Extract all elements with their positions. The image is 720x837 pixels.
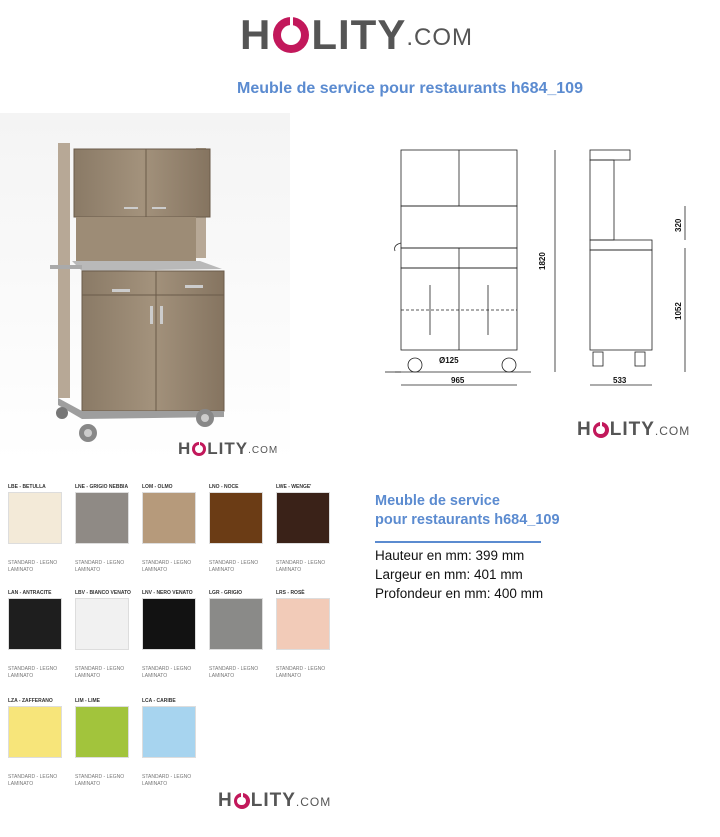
dim-width: 965 — [451, 376, 465, 385]
swatch-desc — [75, 560, 129, 574]
brand-logo-power-icon — [273, 17, 309, 53]
swatch-color — [75, 598, 129, 650]
swatch-desc-line2: LAMINATO — [8, 781, 34, 787]
swatch-desc — [142, 666, 196, 680]
swatch-desc-line1: STANDARD - LEGNO — [8, 666, 58, 672]
swatch-code: LNO - NOCE — [209, 484, 239, 490]
swatch-code: LBE - BETULLA — [8, 484, 46, 490]
finish-swatch — [75, 698, 129, 788]
swatch-desc-line2: LAMINATO — [142, 567, 168, 573]
swatch-desc-line1: STANDARD - LEGNO — [75, 560, 125, 566]
swatch-desc — [209, 560, 263, 574]
swatch-desc-line1: STANDARD - LEGNO — [75, 774, 125, 780]
brand-logo-text: LITY — [207, 439, 249, 458]
swatch-desc-line2: LAMINATO — [8, 673, 34, 679]
brand-logo-power-icon — [234, 793, 250, 809]
swatch-desc-line2: LAMINATO — [276, 567, 302, 573]
swatch-desc-line2: LAMINATO — [142, 673, 168, 679]
swatch-color — [276, 492, 330, 544]
swatch-code: LGR - GRIGIO — [209, 590, 243, 596]
brand-logo-photo — [178, 440, 278, 457]
brand-logo-power-icon — [192, 442, 206, 456]
brand-logo-h: H — [218, 790, 233, 811]
dim-depth: 533 — [613, 376, 627, 385]
swatch-desc-line1: STANDARD - LEGNO — [75, 666, 125, 672]
swatch-code: LIM - LIME — [75, 698, 100, 704]
swatch-desc-line1: STANDARD - LEGNO — [142, 774, 192, 780]
swatch-desc-line1: STANDARD - LEGNO — [209, 560, 259, 566]
swatch-code: LOM - OLMO — [142, 484, 173, 490]
finish-swatch — [209, 484, 263, 574]
swatch-desc — [142, 560, 196, 574]
swatch-desc-line2: LAMINATO — [209, 673, 235, 679]
brand-logo-text: LITY — [609, 419, 655, 440]
swatch-code: LBV - BIANCO VENATO — [75, 590, 131, 596]
swatch-color — [8, 706, 62, 758]
swatch-desc — [8, 774, 62, 788]
swatch-color — [209, 598, 263, 650]
swatch-color — [209, 492, 263, 544]
finish-swatch — [209, 590, 263, 680]
finish-swatch — [142, 590, 196, 680]
brand-logo-text: LITY — [311, 11, 407, 58]
swatch-desc-line1: STANDARD - LEGNO — [142, 560, 192, 566]
swatch-color — [75, 706, 129, 758]
finish-swatch — [276, 590, 330, 680]
swatch-code: LZA - ZAFFERANO — [8, 698, 53, 704]
swatch-desc — [276, 666, 330, 680]
swatch-code: LRS - ROSÈ — [276, 590, 305, 596]
dimension-drawing — [385, 140, 705, 400]
page-title: Meuble de service pour restaurants h684_109 — [237, 80, 583, 97]
swatch-desc-line2: LAMINATO — [276, 673, 302, 679]
technical-drawing — [385, 140, 705, 400]
swatch-code: LWE - WENGE' — [276, 484, 312, 490]
swatch-color — [276, 598, 330, 650]
swatch-color — [142, 598, 196, 650]
swatch-desc — [209, 666, 263, 680]
swatch-desc-line2: LAMINATO — [75, 673, 101, 679]
service-cabinet-illustration — [0, 113, 290, 463]
spec-title — [375, 492, 560, 530]
spec-title-line2: pour restaurants h684_109 — [375, 512, 560, 528]
swatch-desc-line2: LAMINATO — [142, 781, 168, 787]
spec-depth: Profondeur en mm: 400 mm — [375, 586, 544, 601]
swatch-desc — [8, 560, 62, 574]
swatch-desc-line1: STANDARD - LEGNO — [276, 666, 326, 672]
dim-upper: 320 — [674, 218, 683, 232]
swatch-color — [142, 706, 196, 758]
spec-title-line1: Meuble de service — [375, 493, 500, 509]
spec-width: Largeur en mm: 401 mm — [375, 567, 523, 582]
swatch-desc-line1: STANDARD - LEGNO — [8, 560, 58, 566]
swatch-code: LCA - CARIBE — [142, 698, 176, 704]
spec-list — [375, 546, 543, 603]
spec-height: Hauteur en mm: 399 mm — [375, 548, 525, 563]
brand-logo-suffix: .COM — [654, 424, 691, 438]
swatch-color — [75, 492, 129, 544]
swatch-desc — [8, 666, 62, 680]
brand-logo-suffix: .COM — [295, 795, 332, 809]
brand-logo-suffix: .COM — [248, 445, 279, 456]
swatch-color — [8, 492, 62, 544]
swatch-color — [8, 598, 62, 650]
dim-height: 1820 — [538, 252, 547, 270]
finish-swatch — [8, 590, 62, 680]
swatch-desc-line2: LAMINATO — [209, 567, 235, 573]
finish-swatch — [8, 484, 62, 574]
swatch-desc — [75, 666, 129, 680]
finish-swatch — [75, 484, 129, 574]
swatch-desc-line1: STANDARD - LEGNO — [209, 666, 259, 672]
swatch-desc — [142, 774, 196, 788]
swatch-desc-line2: LAMINATO — [75, 567, 101, 573]
product-photo — [0, 113, 290, 463]
swatch-desc-line1: STANDARD - LEGNO — [8, 774, 58, 780]
swatch-color — [142, 492, 196, 544]
brand-logo-h: H — [577, 419, 592, 440]
dim-counter: 1052 — [674, 302, 683, 320]
finish-swatch — [142, 698, 196, 788]
swatch-desc-line2: LAMINATO — [8, 567, 34, 573]
dim-wheel: Ø125 — [439, 356, 459, 365]
swatch-code: LNV - NERO VENATO — [142, 590, 193, 596]
swatch-code: LNE - GRIGIO NEBBIA — [75, 484, 129, 490]
swatch-desc-line2: LAMINATO — [75, 781, 101, 787]
finish-swatch — [8, 698, 62, 788]
brand-logo-text: LITY — [250, 790, 296, 811]
brand-logo-suffix: .COM — [406, 24, 474, 51]
swatch-desc — [276, 560, 330, 574]
brand-logo-h: H — [240, 11, 272, 58]
swatch-desc — [75, 774, 129, 788]
brand-logo-bottom — [218, 791, 331, 810]
finish-swatch — [75, 590, 129, 680]
spec-divider — [375, 541, 541, 543]
finish-swatch — [276, 484, 330, 574]
brand-logo-top — [240, 11, 474, 58]
brand-logo-h: H — [178, 439, 192, 458]
swatch-code: LAN - ANTRACITE — [8, 590, 52, 596]
brand-logo-drawing — [577, 420, 690, 439]
swatch-desc-line1: STANDARD - LEGNO — [142, 666, 192, 672]
brand-logo-power-icon — [593, 422, 609, 438]
swatch-desc-line1: STANDARD - LEGNO — [276, 560, 326, 566]
finish-swatch — [142, 484, 196, 574]
